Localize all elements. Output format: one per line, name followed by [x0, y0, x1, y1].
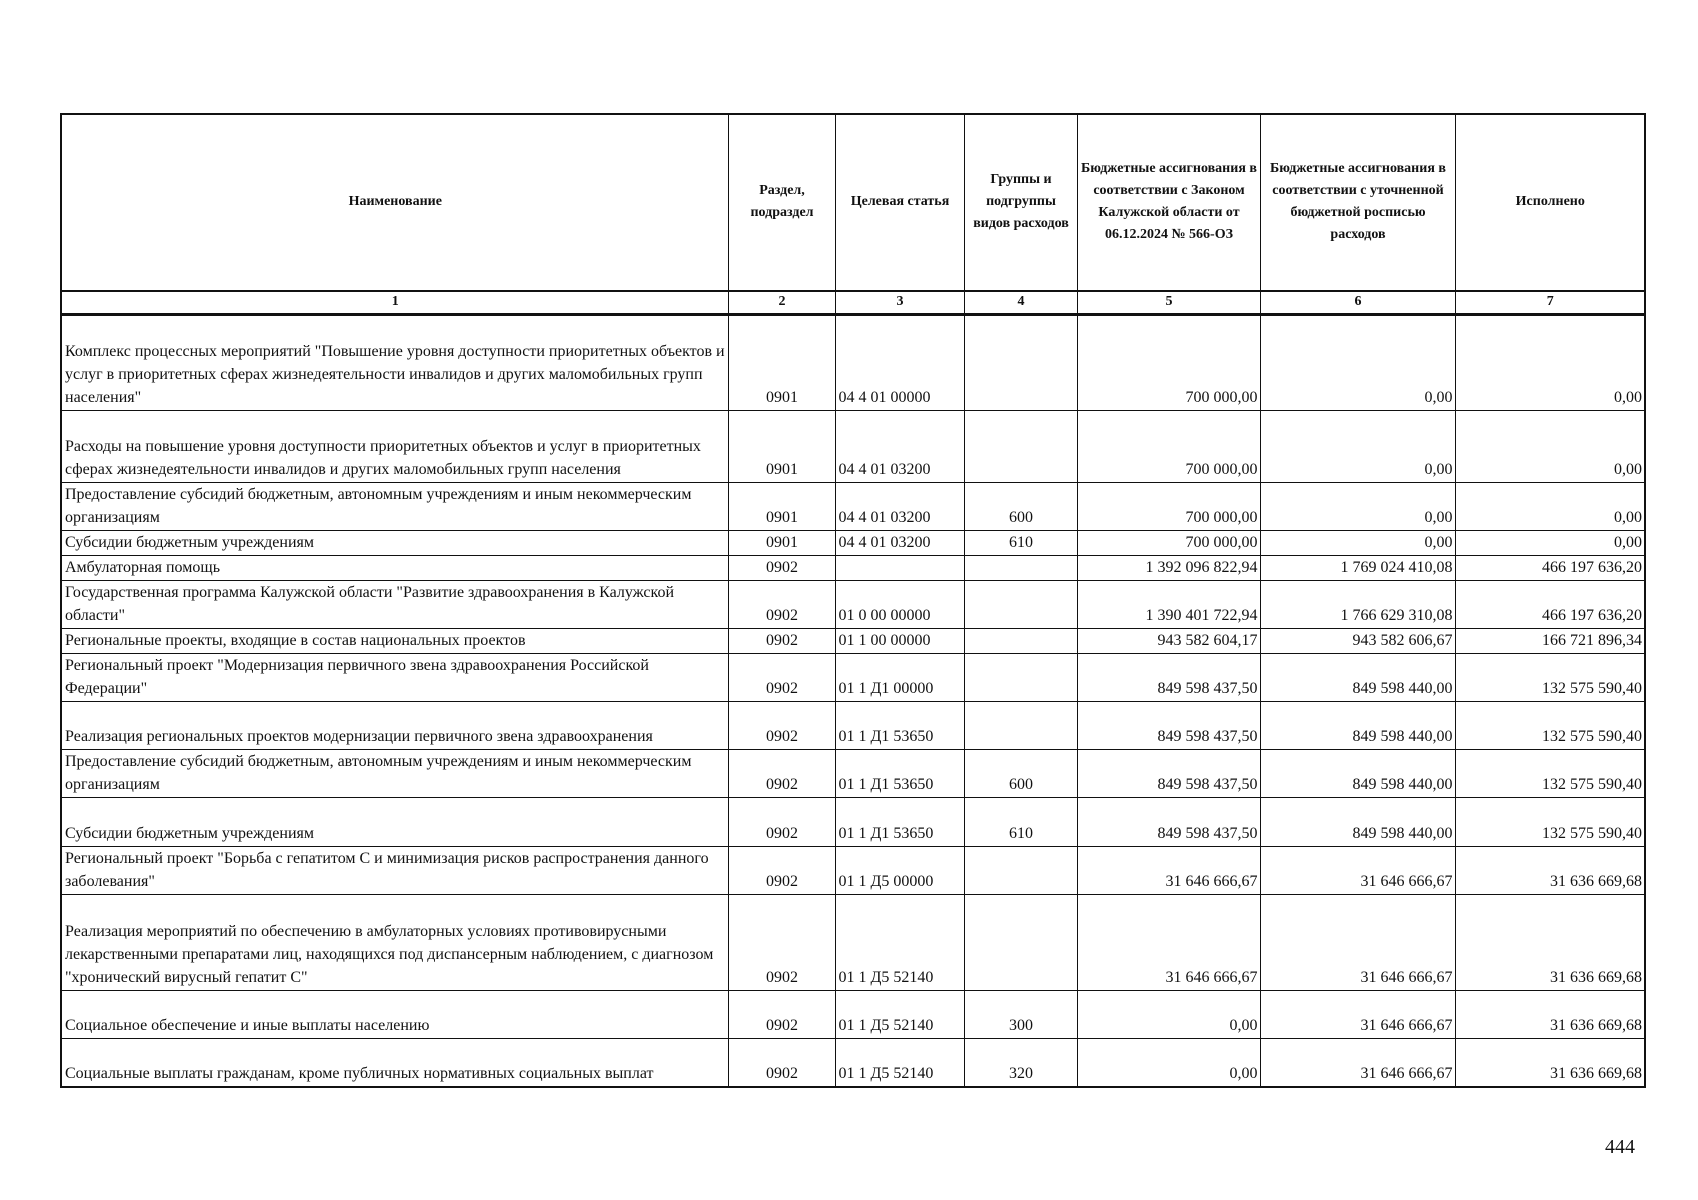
row-executed-amount: 132 575 590,40	[1455, 654, 1645, 702]
row-section: 0901	[728, 483, 835, 531]
row-executed-amount: 31 636 669,68	[1455, 895, 1645, 991]
table-row	[61, 315, 1645, 411]
row-law-amount: 0,00	[1077, 1039, 1260, 1087]
row-refined-amount: 31 646 666,67	[1260, 1039, 1455, 1087]
row-law-amount: 700 000,00	[1077, 315, 1260, 411]
table-row	[61, 629, 1645, 654]
row-executed-amount: 466 197 636,20	[1455, 556, 1645, 581]
row-target: 01 1 Д5 52140	[835, 1039, 964, 1087]
row-refined-amount: 943 582 606,67	[1260, 629, 1455, 654]
row-law-amount: 0,00	[1077, 991, 1260, 1039]
row-group	[964, 702, 1077, 750]
row-name: Региональные проекты, входящие в состав национальных проектов	[61, 629, 728, 654]
row-target: 01 1 Д1 53650	[835, 798, 964, 847]
table-row	[61, 581, 1645, 629]
row-name: Реализация мероприятий по обеспечению в амбулаторных условиях противовирусными лекарственными препаратами лиц, находящихся под диспансерным наблюдением, с диагнозом "хронический вирусный гепатит С"	[61, 895, 728, 991]
row-law-amount: 943 582 604,17	[1077, 629, 1260, 654]
row-executed-amount: 0,00	[1455, 531, 1645, 556]
row-refined-amount: 31 646 666,67	[1260, 847, 1455, 895]
row-refined-amount: 1 766 629 310,08	[1260, 581, 1455, 629]
row-section: 0902	[728, 991, 835, 1039]
row-target: 01 1 Д5 52140	[835, 991, 964, 1039]
header-groups: Группы и подгруппы видов расходов	[964, 114, 1077, 291]
row-law-amount: 31 646 666,67	[1077, 847, 1260, 895]
row-refined-amount: 0,00	[1260, 315, 1455, 411]
row-executed-amount: 0,00	[1455, 411, 1645, 483]
row-executed-amount: 166 721 896,34	[1455, 629, 1645, 654]
row-group	[964, 556, 1077, 581]
table-row	[61, 750, 1645, 798]
table-row	[61, 798, 1645, 847]
row-refined-amount: 849 598 440,00	[1260, 702, 1455, 750]
row-executed-amount: 0,00	[1455, 315, 1645, 411]
row-executed-amount: 466 197 636,20	[1455, 581, 1645, 629]
header-executed: Исполнено	[1455, 114, 1645, 291]
row-target: 04 4 01 00000	[835, 315, 964, 411]
row-law-amount: 700 000,00	[1077, 411, 1260, 483]
row-section: 0902	[728, 581, 835, 629]
row-group: 610	[964, 798, 1077, 847]
table-row	[61, 411, 1645, 483]
row-name: Расходы на повышение уровня доступности приоритетных объектов и услуг в приоритетных сферах жизнедеятельности инвалидов и других маломобильных групп населения	[61, 411, 728, 483]
row-name: Социальное обеспечение и иные выплаты населению	[61, 991, 728, 1039]
row-section: 0901	[728, 531, 835, 556]
table-row	[61, 654, 1645, 702]
row-name: Региональный проект "Борьба с гепатитом С и минимизация рисков распространения данного заболевания"	[61, 847, 728, 895]
row-target: 01 1 Д1 53650	[835, 750, 964, 798]
row-name: Субсидии бюджетным учреждениям	[61, 531, 728, 556]
row-name: Государственная программа Калужской области "Развитие здравоохранения в Калужской области"	[61, 581, 728, 629]
table-row	[61, 702, 1645, 750]
row-group: 320	[964, 1039, 1077, 1087]
row-target: 04 4 01 03200	[835, 411, 964, 483]
row-target: 01 1 Д1 00000	[835, 654, 964, 702]
row-group	[964, 411, 1077, 483]
row-section: 0902	[728, 629, 835, 654]
row-group	[964, 629, 1077, 654]
row-refined-amount: 0,00	[1260, 483, 1455, 531]
row-law-amount: 1 390 401 722,94	[1077, 581, 1260, 629]
row-target	[835, 556, 964, 581]
row-group: 600	[964, 750, 1077, 798]
row-law-amount: 700 000,00	[1077, 483, 1260, 531]
budget-execution-table	[60, 113, 1646, 1088]
table-header-row	[61, 114, 1645, 291]
table-row	[61, 847, 1645, 895]
row-target: 01 1 Д5 00000	[835, 847, 964, 895]
table-row	[61, 991, 1645, 1039]
row-group	[964, 654, 1077, 702]
row-target: 04 4 01 03200	[835, 483, 964, 531]
row-refined-amount: 0,00	[1260, 411, 1455, 483]
row-executed-amount: 31 636 669,68	[1455, 847, 1645, 895]
row-law-amount: 700 000,00	[1077, 531, 1260, 556]
row-refined-amount: 849 598 440,00	[1260, 750, 1455, 798]
row-section: 0902	[728, 798, 835, 847]
row-group: 610	[964, 531, 1077, 556]
row-name: Предоставление субсидий бюджетным, автономным учреждениям и иным некоммерческим организациям	[61, 750, 728, 798]
row-section: 0901	[728, 315, 835, 411]
row-section: 0902	[728, 847, 835, 895]
table-row	[61, 1039, 1645, 1087]
column-number: 7	[1455, 291, 1645, 315]
row-law-amount: 1 392 096 822,94	[1077, 556, 1260, 581]
row-executed-amount: 132 575 590,40	[1455, 750, 1645, 798]
row-section: 0902	[728, 702, 835, 750]
row-target: 01 1 Д1 53650	[835, 702, 964, 750]
header-target: Целевая статья	[835, 114, 964, 291]
page-number: 444	[1605, 1136, 1635, 1158]
row-group: 600	[964, 483, 1077, 531]
row-name: Амбулаторная помощь	[61, 556, 728, 581]
table-row	[61, 531, 1645, 556]
header-name: Наименование	[61, 114, 728, 291]
header-refined-allocations: Бюджетные ассигнования в соответствии с уточненной бюджетной росписью расходов	[1260, 114, 1455, 291]
row-law-amount: 849 598 437,50	[1077, 654, 1260, 702]
row-refined-amount: 31 646 666,67	[1260, 895, 1455, 991]
row-refined-amount: 849 598 440,00	[1260, 654, 1455, 702]
row-section: 0902	[728, 654, 835, 702]
row-section: 0902	[728, 1039, 835, 1087]
row-executed-amount: 132 575 590,40	[1455, 798, 1645, 847]
row-law-amount: 849 598 437,50	[1077, 750, 1260, 798]
row-law-amount: 849 598 437,50	[1077, 702, 1260, 750]
row-group	[964, 581, 1077, 629]
row-name: Реализация региональных проектов модернизации первичного звена здравоохранения	[61, 702, 728, 750]
row-name: Социальные выплаты гражданам, кроме публичных нормативных социальных выплат	[61, 1039, 728, 1087]
row-section: 0902	[728, 895, 835, 991]
row-law-amount: 849 598 437,50	[1077, 798, 1260, 847]
row-executed-amount: 31 636 669,68	[1455, 991, 1645, 1039]
row-executed-amount: 31 636 669,68	[1455, 1039, 1645, 1087]
row-target: 01 1 Д5 52140	[835, 895, 964, 991]
column-number: 5	[1077, 291, 1260, 315]
row-refined-amount: 849 598 440,00	[1260, 798, 1455, 847]
header-section: Раздел, подраздел	[728, 114, 835, 291]
column-number: 3	[835, 291, 964, 315]
row-name: Предоставление субсидий бюджетным, автономным учреждениям и иным некоммерческим организациям	[61, 483, 728, 531]
row-name: Комплекс процессных мероприятий "Повышение уровня доступности приоритетных объектов и услуг в приоритетных сферах жизнедеятельности инвалидов и других маломобильных групп населения"	[61, 315, 728, 411]
row-section: 0902	[728, 750, 835, 798]
column-number: 6	[1260, 291, 1455, 315]
row-group	[964, 315, 1077, 411]
header-law-allocations: Бюджетные ассигнования в соответствии с Законом Калужской области от 06.12.2024 № 566-ОЗ	[1077, 114, 1260, 291]
table-row	[61, 895, 1645, 991]
table-row	[61, 556, 1645, 581]
column-number: 4	[964, 291, 1077, 315]
row-executed-amount: 0,00	[1455, 483, 1645, 531]
row-refined-amount: 31 646 666,67	[1260, 991, 1455, 1039]
row-executed-amount: 132 575 590,40	[1455, 702, 1645, 750]
row-target: 04 4 01 03200	[835, 531, 964, 556]
row-law-amount: 31 646 666,67	[1077, 895, 1260, 991]
row-group	[964, 895, 1077, 991]
column-number-row	[61, 291, 1645, 315]
row-section: 0901	[728, 411, 835, 483]
column-number: 2	[728, 291, 835, 315]
row-refined-amount: 0,00	[1260, 531, 1455, 556]
row-name: Региональный проект "Модернизация первичного звена здравоохранения Российской Федерации"	[61, 654, 728, 702]
row-target: 01 0 00 00000	[835, 581, 964, 629]
row-name: Субсидии бюджетным учреждениям	[61, 798, 728, 847]
column-number: 1	[61, 291, 728, 315]
row-group	[964, 847, 1077, 895]
row-refined-amount: 1 769 024 410,08	[1260, 556, 1455, 581]
row-target: 01 1 00 00000	[835, 629, 964, 654]
row-section: 0902	[728, 556, 835, 581]
table-row	[61, 483, 1645, 531]
row-group: 300	[964, 991, 1077, 1039]
